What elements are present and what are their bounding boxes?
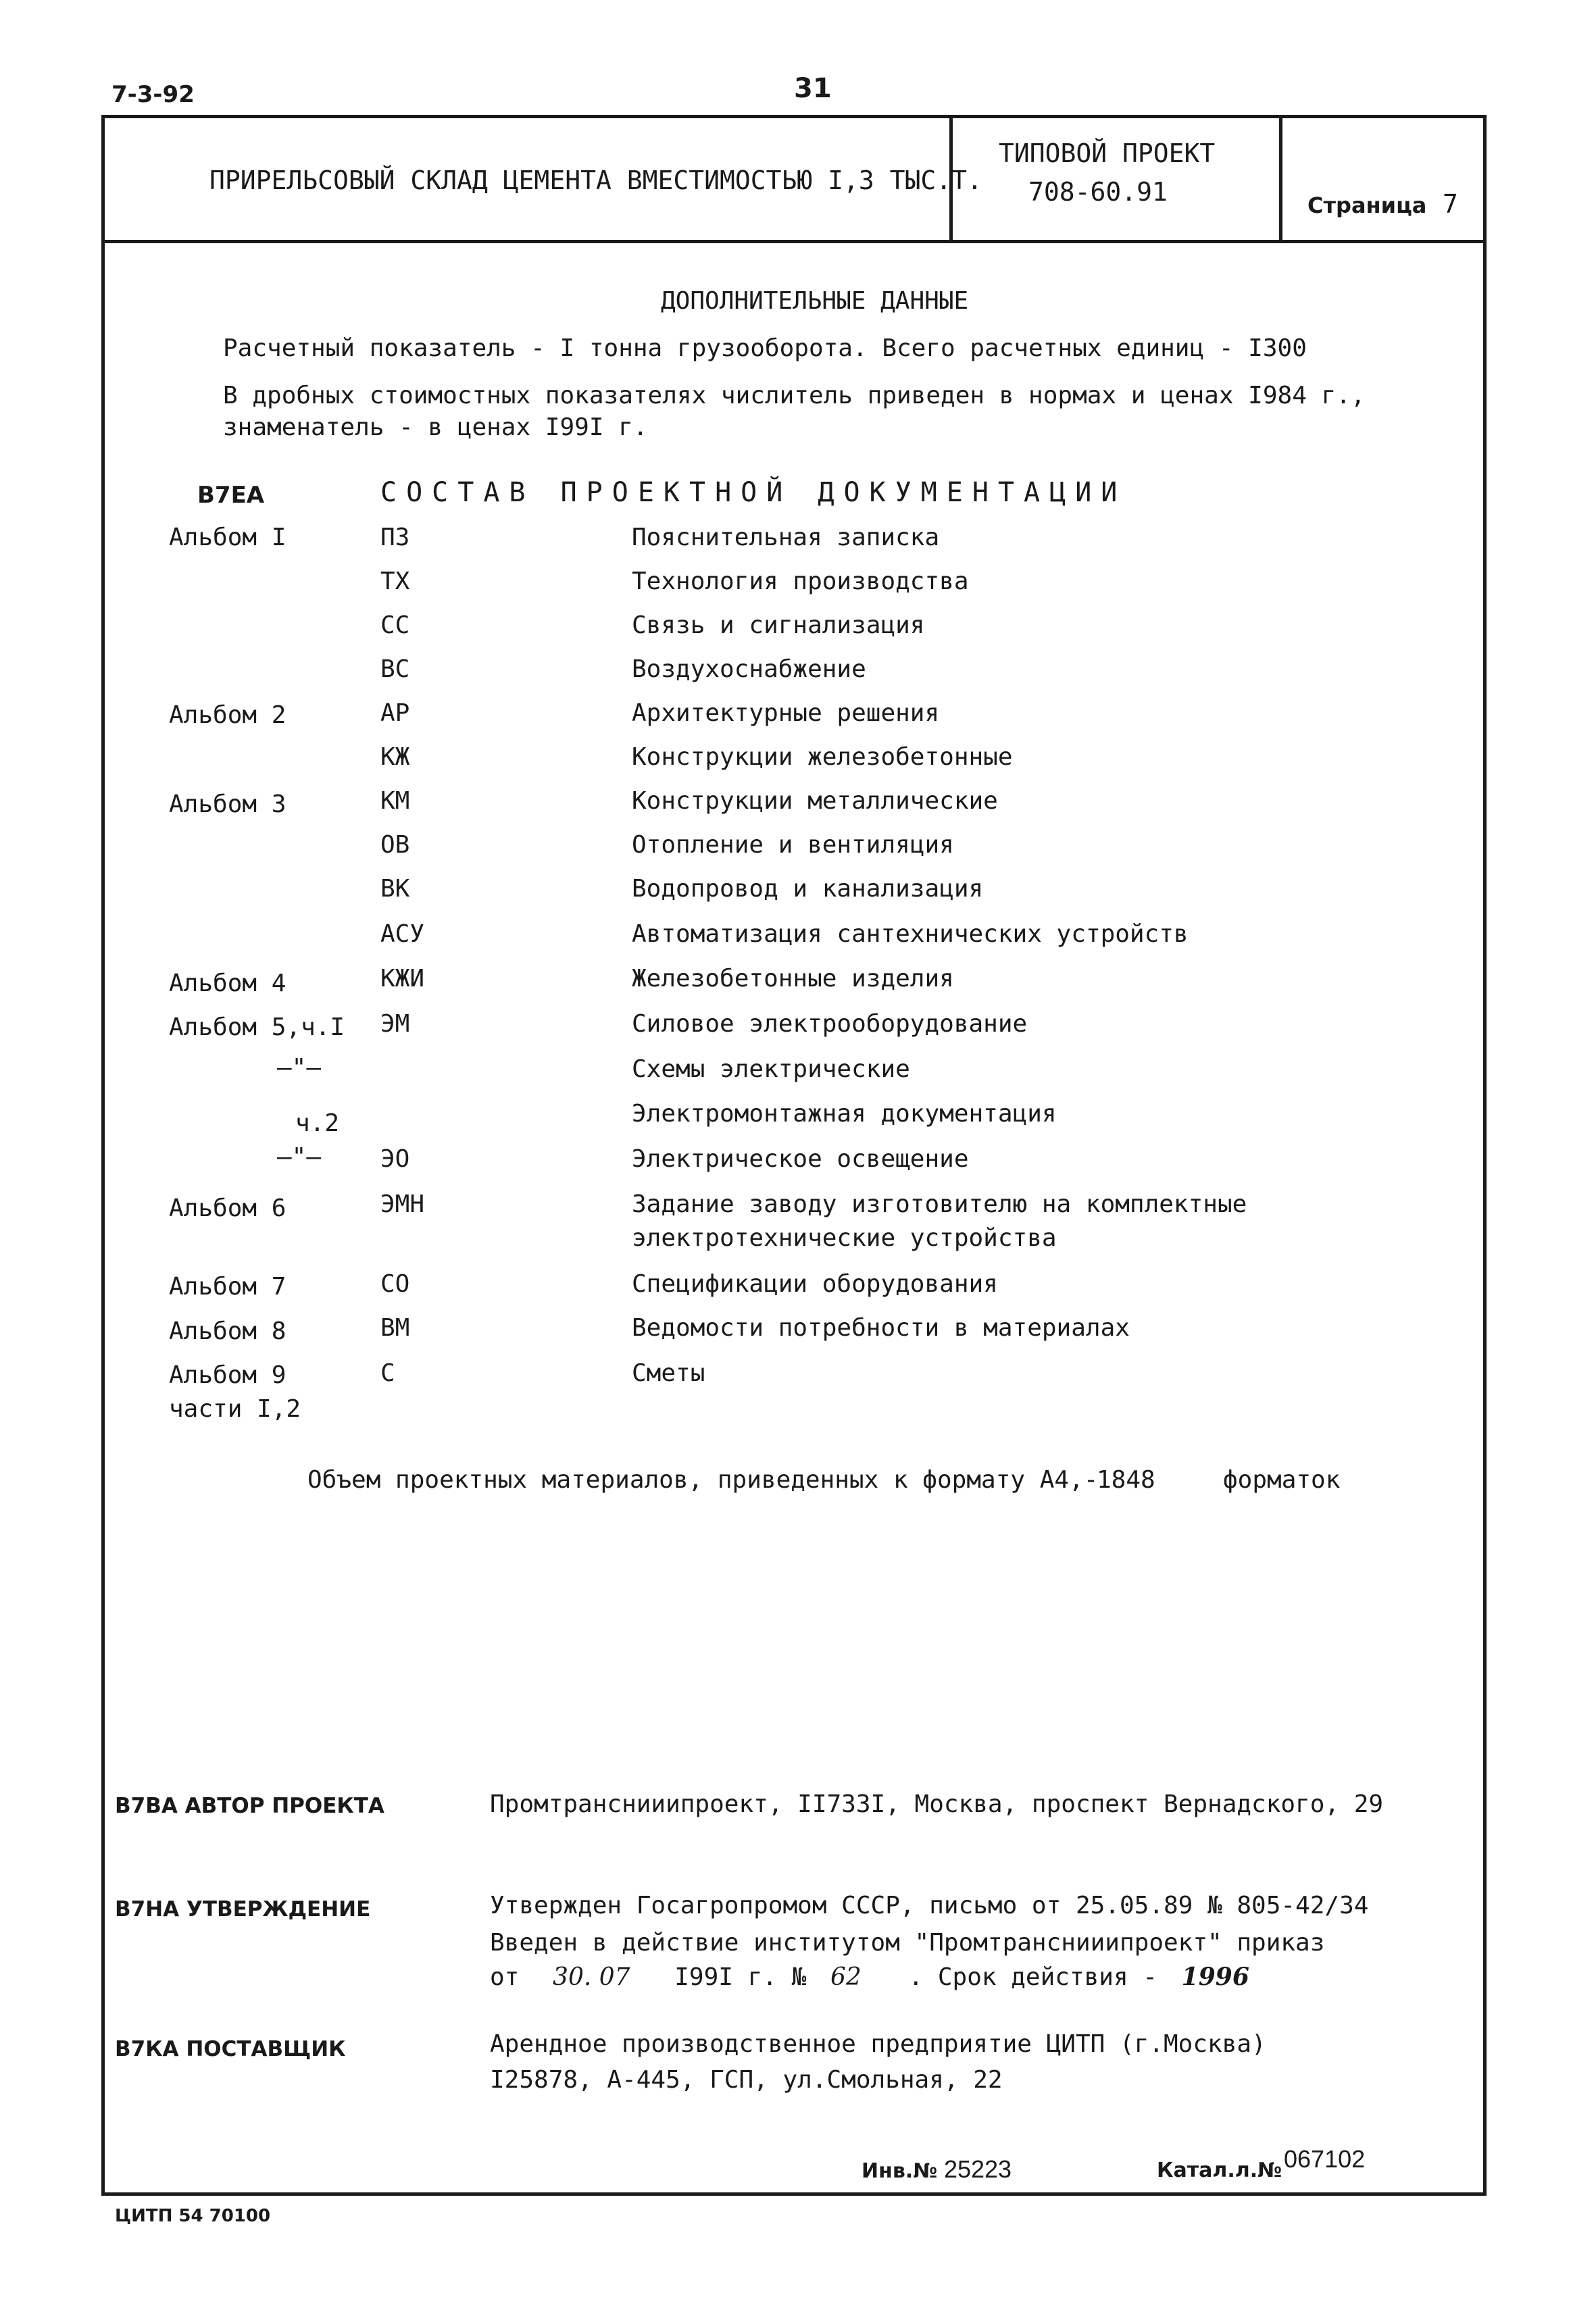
doc-mark: АСУ: [380, 920, 425, 948]
catalog-label: Катал.л.№: [1157, 2159, 1282, 2182]
doc-mark: КЖ: [380, 743, 410, 771]
extra-heading: ДОПОЛНИТЕЛЬНЫЕ ДАННЫЕ: [661, 287, 969, 315]
ditto-mark: —"—: [277, 1054, 322, 1082]
album-part-label: части I,2: [169, 1395, 301, 1423]
album-label: Альбом 3: [169, 790, 286, 818]
supplier-label: В7КА ПОСТАВЩИК: [115, 2037, 346, 2061]
doc-mark: КМ: [380, 787, 410, 815]
doc-mark: АР: [380, 699, 410, 727]
inventory-label: Инв.№: [862, 2159, 938, 2183]
volume-text: Объем проектных материалов, приведенных к формату А4,-: [307, 1466, 1099, 1494]
composition-heading: СОСТАВ ПРОЕКТНОЙ ДОКУМЕНТАЦИИ: [380, 477, 1127, 508]
doc-description: Пояснительная записка: [632, 524, 940, 551]
doc-mark: СО: [380, 1270, 410, 1298]
doc-mark: ЭМ: [380, 1010, 410, 1038]
project-number: 708-60.91: [1028, 177, 1168, 207]
page-label: Страница: [1307, 193, 1427, 218]
doc-description: Воздухоснабжение: [632, 655, 866, 683]
approval-term-year: 1996: [1181, 1963, 1249, 1991]
doc-description: Сметы: [632, 1359, 705, 1387]
inventory-value: 25223: [943, 2155, 1012, 2183]
album-label: Альбом 2: [169, 701, 286, 729]
approval-order-number: 62: [830, 1963, 862, 1991]
document-title: ПРИРЕЛЬСОВЫЙ СКЛАД ЦЕМЕНТА ВМЕСТИМОСТЬЮ I,3 ТЫС.Т.: [209, 166, 982, 195]
volume-count: 1848: [1097, 1466, 1155, 1494]
extra-line-1: Расчетный показатель - I тонна грузооборота. Всего расчетных единиц - I300: [223, 334, 1307, 362]
approval-label: В7НА УТВЕРЖДЕНИЕ: [115, 1897, 371, 1921]
approval-year: I99I г. №: [674, 1963, 807, 1991]
doc-description: Водопровод и канализация: [632, 875, 984, 903]
supplier-line-1: Арендное производственное предприятие ЦИТП (г.Москва): [490, 2030, 1266, 2058]
doc-mark: КЖИ: [380, 965, 425, 992]
album-label: Альбом 7: [169, 1273, 286, 1301]
doc-description: Конструкции железобетонные: [632, 743, 1013, 771]
doc-mark: ПЗ: [380, 524, 410, 551]
doc-mark: ТХ: [380, 568, 410, 595]
volume-unit: форматок: [1223, 1466, 1341, 1494]
doc-description: Автоматизация сантехнических устройств: [632, 920, 1189, 948]
doc-description-cont: электротехнические устройства: [632, 1224, 1057, 1252]
supplier-line-2: I25878, А-445, ГСП, ул.Смольная, 22: [490, 2066, 1003, 2094]
approval-date-handwritten: 30. 07: [553, 1963, 630, 1991]
doc-description: Спецификации оборудования: [632, 1270, 998, 1298]
composition-code: В7ЕА: [197, 482, 265, 509]
doc-mark: ЭО: [380, 1145, 410, 1173]
extra-line-2: В дробных стоимостных показателях числитель приведен в нормах и ценах I984 г.,: [223, 382, 1366, 409]
doc-description: Технология производства: [632, 568, 969, 595]
doc-description: Связь и сигнализация: [632, 611, 925, 639]
sheet-number: 31: [794, 73, 832, 104]
doc-description: Силовое электрооборудование: [632, 1010, 1028, 1038]
doc-description: Архитектурные решения: [632, 699, 940, 727]
document-code: 7-3-92: [111, 81, 195, 108]
printer-stamp: ЦИТП 54 70100: [115, 2206, 271, 2226]
doc-mark: С: [380, 1359, 395, 1387]
approval-line-3: [490, 1963, 1249, 1991]
doc-description: Железобетонные изделия: [632, 965, 954, 992]
doc-mark: ВК: [380, 875, 410, 903]
doc-description: Электрическое освещение: [632, 1145, 969, 1173]
doc-mark: ОВ: [380, 831, 410, 859]
doc-description: Схемы электрические: [632, 1055, 910, 1083]
page-indicator: [1307, 189, 1458, 219]
ditto-mark: —"—: [277, 1143, 322, 1171]
doc-description: Ведомости потребности в материалах: [632, 1314, 1130, 1342]
doc-description: Задание заводу изготовителю на комплектные: [632, 1190, 1247, 1218]
catalog-number: 067102: [1284, 2145, 1366, 2173]
page-number: 7: [1443, 189, 1458, 219]
approval-from: от: [490, 1963, 520, 1991]
doc-description: Электромонтажная документация: [632, 1100, 1057, 1128]
doc-mark: СС: [380, 611, 410, 639]
project-label: ТИПОВОЙ ПРОЕКТ: [999, 139, 1216, 168]
album-label: Альбом 5,ч.I: [169, 1013, 345, 1041]
doc-description: Конструкции металлические: [632, 787, 998, 815]
doc-mark: ЭМН: [380, 1190, 425, 1218]
album-label: Альбом 8: [169, 1317, 286, 1345]
author-text: Промтранснииипроект, II733I, Москва, проспект Вернадского, 29: [490, 1790, 1384, 1818]
album-label: Альбом 9: [169, 1361, 286, 1389]
doc-description: Отопление и вентиляция: [632, 831, 954, 859]
extra-line-3: знаменатель - в ценах I99I г.: [223, 413, 648, 441]
doc-mark: ВМ: [380, 1314, 410, 1342]
approval-term-label: . Срок действия -: [908, 1963, 1157, 1991]
doc-mark: ВС: [380, 655, 410, 683]
header-divider-right: [1279, 115, 1282, 243]
album-label: Альбом I: [169, 524, 286, 551]
inventory-number: [862, 2155, 1012, 2184]
author-label: В7ВА АВТОР ПРОЕКТА: [115, 1794, 384, 1818]
album-label: Альбом 4: [169, 970, 286, 997]
approval-line-2: Введен в действие институтом "Промтранснииипроект" приказ: [490, 1929, 1325, 1957]
album-label: Альбом 6: [169, 1194, 286, 1222]
album-part-label: ч.2: [295, 1109, 340, 1137]
approval-line-1: Утвержден Госагропромом СССР, письмо от 25.05.89 № 805-42/34: [490, 1892, 1369, 1919]
